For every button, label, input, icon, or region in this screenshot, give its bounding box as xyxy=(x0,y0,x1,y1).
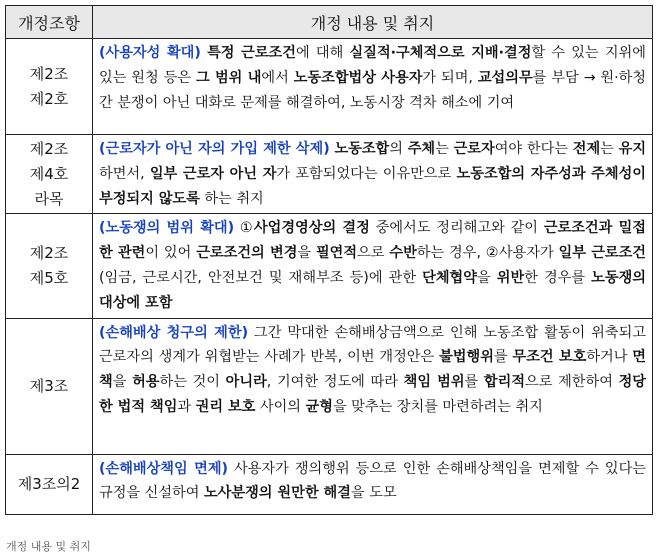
body-text: 사용자가 쟁의행위 등으로 인한 손해배상책임을 면제할 수 있다는 규정을 신설하여 xyxy=(99,460,646,502)
body-text: 를 xyxy=(464,374,484,391)
description-cell xyxy=(93,454,653,514)
body-text: 이 있어 xyxy=(145,245,197,262)
body-text: 를 xyxy=(493,349,513,366)
header-content: 개정 내용 및 취지 xyxy=(93,6,653,39)
body-text: 하면서, xyxy=(99,165,150,182)
article-cell xyxy=(6,39,93,135)
body-text: 하는 경우, ②사용자가 xyxy=(416,245,559,262)
table-row xyxy=(6,214,653,318)
body-text: 여야 한다는 xyxy=(494,141,573,157)
emphasis-text: 유지 xyxy=(618,141,647,157)
emphasis-text: 근로자 xyxy=(453,141,495,157)
emphasis-text: 특정 근로조건 xyxy=(207,45,296,61)
body-text: 하거나 xyxy=(586,349,633,366)
emphasis-text: 근로조건의 변경 xyxy=(196,245,298,262)
body-text: 하는 취지 xyxy=(199,190,264,207)
emphasis-text: 면책 xyxy=(99,349,647,391)
section-heading: (손해배상 청구의 제한) xyxy=(99,324,249,341)
emphasis-text: 수반 xyxy=(389,245,417,262)
body-text: 을 도모 xyxy=(350,485,397,502)
article-label: 제3조의2 xyxy=(17,474,81,493)
body-text: 가 포함되었다는 이유만으로 xyxy=(276,165,457,182)
body-text: 사이의 xyxy=(255,398,306,415)
body-text: 한 경우를 xyxy=(524,269,592,286)
section-heading: (노동쟁의 범위 확대) xyxy=(99,220,235,237)
section-heading: (사용자성 확대) xyxy=(99,45,201,61)
body-text: 을 맞추는 장치를 마련하려는 취지 xyxy=(332,398,543,415)
article-label: 라목 xyxy=(34,189,64,208)
article-label: 제2조 xyxy=(29,243,69,262)
emphasis-text: 교섭의무 xyxy=(477,69,533,86)
emphasis-text: 노동조합 xyxy=(334,141,390,157)
body-text: 으로 xyxy=(357,245,390,262)
body-text: 의 xyxy=(389,141,408,157)
emphasis-text: 정당한 법적 책임 xyxy=(99,374,647,415)
emphasis-text: 단체협약 xyxy=(422,269,477,286)
article-cell xyxy=(6,318,93,454)
table-row xyxy=(6,135,653,214)
body-text: 를 부담 → 원·하청 간 분쟁이 아닌 대화로 문제를 해결하여, 노동시장 격차 해소에 기여 xyxy=(99,69,646,111)
emphasis-text: 필연적 xyxy=(315,245,358,262)
body-text: ① xyxy=(234,220,254,237)
body-text: 을 xyxy=(476,269,497,286)
body-text: 에 대해 xyxy=(295,45,350,61)
table-body xyxy=(6,39,653,515)
description-cell xyxy=(93,39,653,135)
table-row xyxy=(6,454,653,514)
emphasis-text: 전제 xyxy=(572,141,601,157)
body-text: (임금, 근로시간, 안전보건 및 재해부조 등)에 관한 xyxy=(99,269,423,286)
article-label: 제4호 xyxy=(29,164,69,183)
table-header-row xyxy=(6,6,653,39)
table-caption: 개정 내용 및 취지 xyxy=(6,540,91,553)
description-cell xyxy=(93,135,653,214)
emphasis-text: 실질적·구체적으로 지배·결정 xyxy=(349,45,532,61)
emphasis-text: 일부 근로자 아닌 자 xyxy=(149,165,277,182)
body-text: , 기여한 정도에 따라 xyxy=(266,374,404,391)
emphasis-text: 노동쟁의 대상에 포함 xyxy=(99,269,646,311)
article-cell xyxy=(6,135,93,214)
body-text: 으로 제한하여 xyxy=(525,374,619,391)
body-text: 는 xyxy=(435,141,454,157)
body-text: 을 xyxy=(297,245,316,262)
emphasis-text: 무조건 보호 xyxy=(512,349,587,366)
emphasis-text: 아니라 xyxy=(225,374,267,391)
body-text: 하는 것이 xyxy=(159,374,226,391)
emphasis-text: 근로조건과 밀접한 관련 xyxy=(99,220,646,262)
article-label: 제3조 xyxy=(29,376,69,395)
table-row xyxy=(6,39,653,135)
article-label: 제5호 xyxy=(29,268,69,287)
emphasis-text: 노동조합법상 사용자 xyxy=(293,69,423,86)
description-cell xyxy=(93,214,653,318)
body-text: 는 xyxy=(600,141,619,157)
emphasis-text: 허용 xyxy=(132,374,160,391)
emphasis-text: 노동조합의 자주성과 주체성이 부정되지 않도록 xyxy=(99,165,646,207)
body-text: 에서 xyxy=(261,69,294,86)
emphasis-text: 위반 xyxy=(496,269,525,286)
body-text: 그간 막대한 손해배상금액으로 인해 노동조합 활동이 위축되고 근로자의 생계가 위협받는 사례가 반복, 이번 개정안은 xyxy=(99,324,646,366)
article-cell xyxy=(6,214,93,318)
emphasis-text: 불법행위 xyxy=(439,349,494,366)
article-label: 제2조 xyxy=(29,139,69,158)
emphasis-text: 일부 근로조건 xyxy=(558,245,647,262)
emphasis-text: 주체 xyxy=(407,141,436,157)
body-text: 중에서도 정리해고와 같이 xyxy=(369,220,544,237)
amendment-table xyxy=(5,5,653,515)
emphasis-text: 그 범위 내 xyxy=(195,69,262,86)
emphasis-text: 사업경영상의 결정 xyxy=(253,220,370,237)
table-row xyxy=(6,318,653,454)
body-text: 과 xyxy=(177,398,196,415)
body-text: 할 수 있는 지위에 있는 원청 등은 xyxy=(99,45,647,86)
body-text: 을 xyxy=(112,374,133,391)
emphasis-text: 균형 xyxy=(305,398,333,415)
emphasis-text: 합리적 xyxy=(483,374,526,391)
header-article: 개정조항 xyxy=(6,6,93,39)
section-heading: (손해배상책임 면제) xyxy=(99,460,229,477)
article-cell xyxy=(6,454,93,514)
body-text: 가 되며, xyxy=(422,69,478,86)
article-label: 제2조 xyxy=(29,64,69,83)
emphasis-text: 노사분쟁의 원만한 해결 xyxy=(203,485,351,502)
emphasis-text: 권리 보호 xyxy=(195,398,256,415)
emphasis-text: 책임 범위 xyxy=(403,374,465,391)
section-heading: (근로자가 아닌 자의 가입 제한 삭제) xyxy=(99,141,330,157)
description-cell xyxy=(93,318,653,454)
article-label: 제2호 xyxy=(29,89,69,108)
